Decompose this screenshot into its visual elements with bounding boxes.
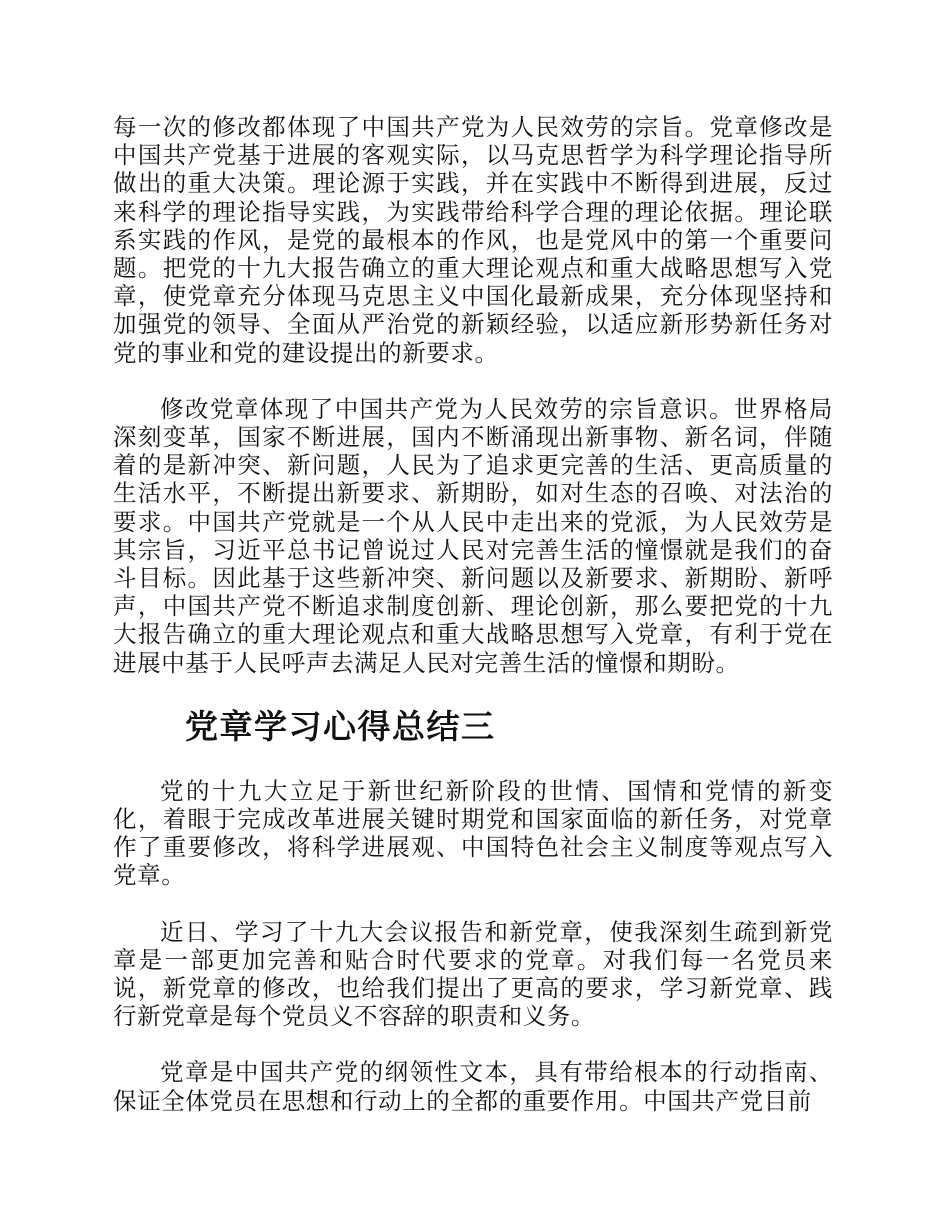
paragraph-study: 近日、学习了十九大会议报告和新党章，使我深刻生疏到新党章是一部更加完善和贴合时代要求的党章。对我们每一名党员来说，新党章的修改，也给我们提出了更高的要求，学习新党章、践行新党章是每个党员义不容辞的职责和义务。: [113, 917, 833, 1031]
paragraph-charter: 党章是中国共产党的纲领性文本，具有带给根本的行动指南、保证全体党员在思想和行动上的全都的重要作用。中国共产党目前: [113, 1058, 833, 1115]
paragraph-intro: 每一次的修改都体现了中国共产党为人民效劳的宗旨。党章修改是中国共产党基于进展的客观实际，以马克思哲学为科学理论指导所做出的重大决策。理论源于实践，并在实践中不断得到进展，反过来科学的理论指导实践，为实践带给科学合理的理论依据。理论联系实践的作风，是党的最根本的作风，也是党风中的第一个重要问题。把党的十九大报告确立的重大理论观点和重大战略思想写入党章，使党章充分体现马克思主义中国化最新成果，充分体现坚持和加强党的领导、全面从严治党的新颖经验，以适应新形势新任务对党的事业和党的建设提出的新要求。: [113, 113, 833, 367]
paragraph-purpose: 修改党章体现了中国共产党为人民效劳的宗旨意识。世界格局深刻变革，国家不断进展，国内不断涌现出新事物、新名词，伴随着的是新冲突、新问题，人民为了追求更完善的生活、更高质量的生活水平，不断提出新要求、新期盼，如对生态的召唤、对法治的要求。中国共产党就是一个从人民中走出来的党派，为人民效劳是其宗旨，习近平总书记曾说过人民对完善生活的憧憬就是我们的奋斗目标。因此基于这些新冲突、新问题以及新要求、新期盼、新呼声，中国共产党不断追求制度创新、理论创新，那么要把党的十九大报告确立的重大理论观点和重大战略思想写入党章，有利于党在进展中基于人民呼声去满足人民对完善生活的憧憬和期盼。: [113, 394, 833, 677]
section-heading: 党章学习心得总结三: [185, 706, 496, 746]
paragraph-congress: 党的十九大立足于新世纪新阶段的世情、国情和党情的新变化，着眼于完成改革进展关键时期党和国家面临的新任务，对党章作了重要修改，将科学进展观、中国特色社会主义制度等观点写入党章。: [113, 776, 833, 890]
document-page: [113, 113, 833, 1115]
